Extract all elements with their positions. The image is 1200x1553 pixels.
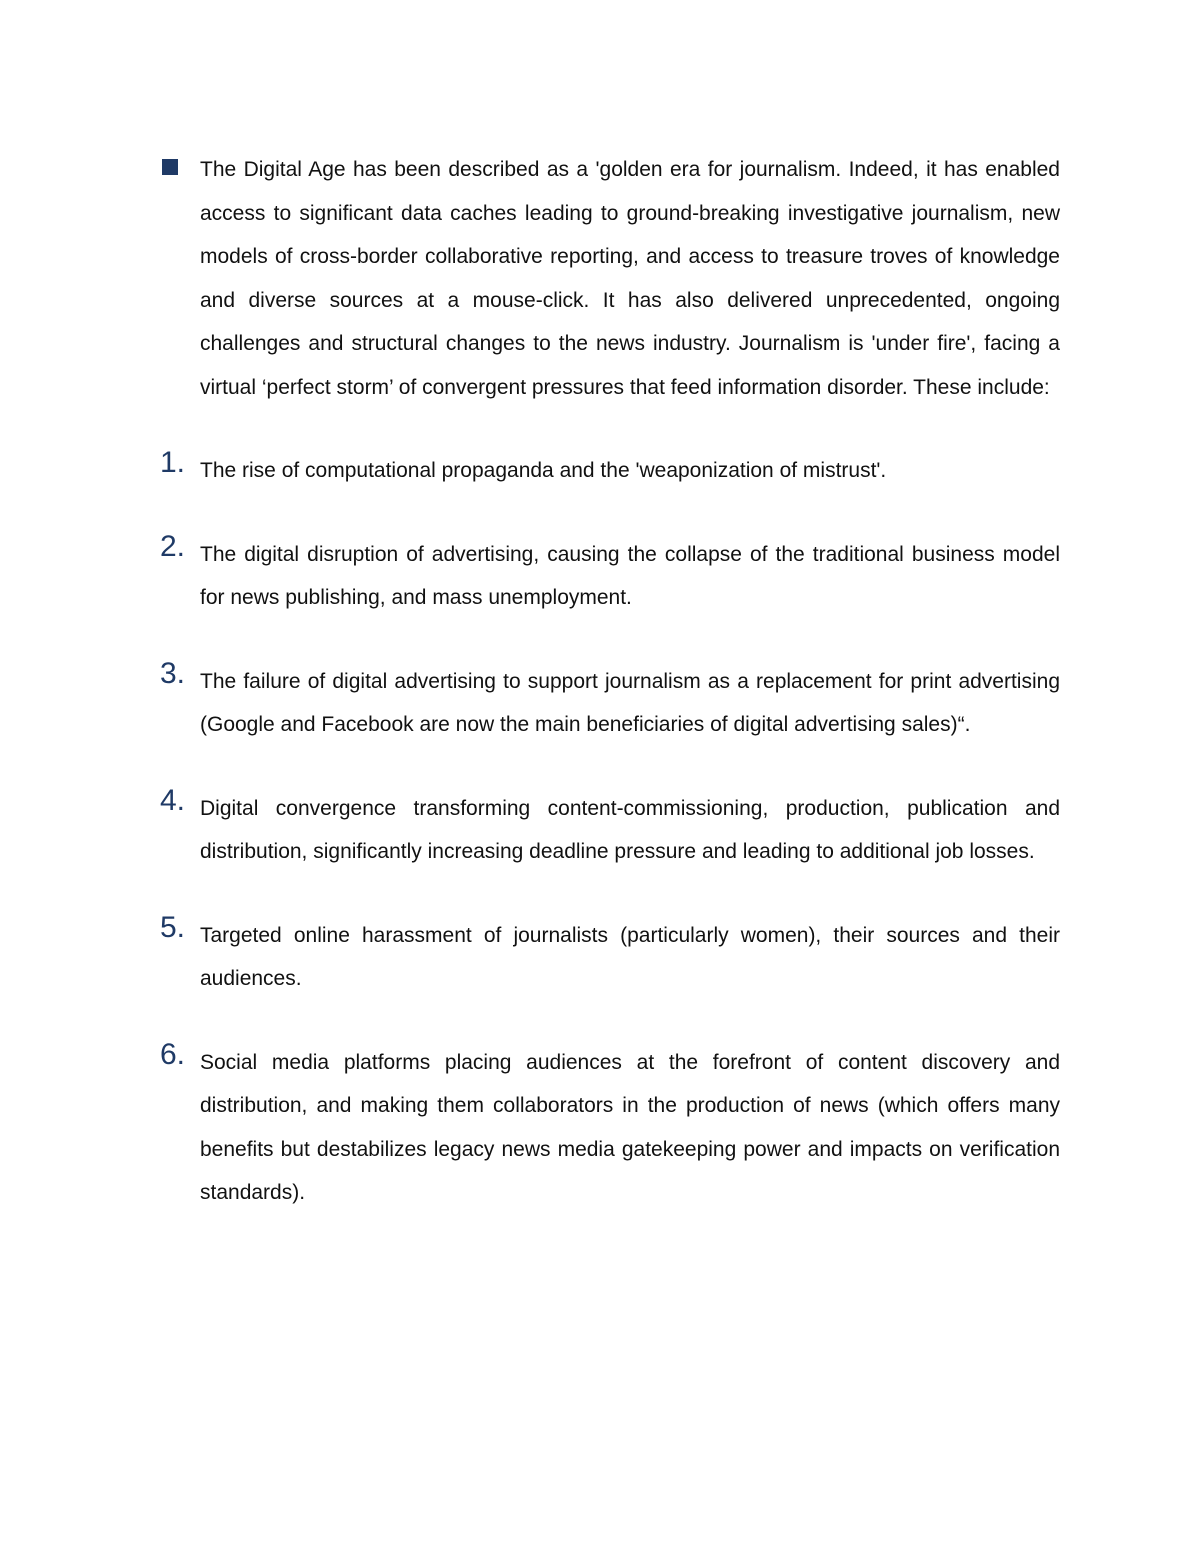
list-item <box>160 446 1060 493</box>
list-item-text: The rise of computational propaganda and the 'weaponization of mistrust'. <box>200 459 887 482</box>
document-body <box>160 148 1060 1215</box>
list-item <box>160 1037 1060 1215</box>
list-item-number: 2. <box>160 529 186 563</box>
intro-paragraph: The Digital Age has been described as a 'golden era for journalism. Indeed, it has enabled access to significant data caches leading to ground-breaking investigative journalism, new models of cross-border collaborative reporting, and access to treasure troves of knowledge and diverse sources at a mouse-click. It has also delivered unprecedented, ongoing challenges and structural changes to the news industry. Journalism is 'under fire', facing a virtual ‘perfect storm’ of convergent pressures that feed information disorder. These include: <box>200 158 1060 399</box>
list-item-number: 4. <box>160 783 186 817</box>
list-item-text: The failure of digital advertising to support journalism as a replacement for print advertising (Google and Facebook are now the main beneficiaries of digital advertising sales)“. <box>200 669 1060 736</box>
list-item <box>160 529 1060 620</box>
list-item-text: The digital disruption of advertising, causing the collapse of the traditional business model for news publishing, and mass unemployment. <box>200 542 1060 609</box>
list-item <box>160 783 1060 874</box>
list-item-number: 5. <box>160 910 186 944</box>
square-bullet-icon <box>162 159 178 175</box>
list-item <box>160 910 1060 1001</box>
list-item-text: Social media platforms placing audiences at the forefront of content discovery and distribution, and making them collaborators in the production of news (which offers many benefits but destabilizes legacy news media gatekeeping power and impacts on verification standards). <box>200 1050 1060 1204</box>
list-item-number: 1. <box>160 446 186 479</box>
list-item-text: Digital convergence transforming content-commissioning, production, publication and distribution, significantly increasing deadline pressure and leading to additional job losses. <box>200 796 1060 863</box>
list-item <box>160 656 1060 747</box>
intro-bullet <box>160 148 1060 409</box>
list-item-number: 6. <box>160 1037 186 1071</box>
list-item-text: Targeted online harassment of journalists (particularly women), their sources and their audiences. <box>200 923 1060 990</box>
list-item-number: 3. <box>160 656 186 690</box>
